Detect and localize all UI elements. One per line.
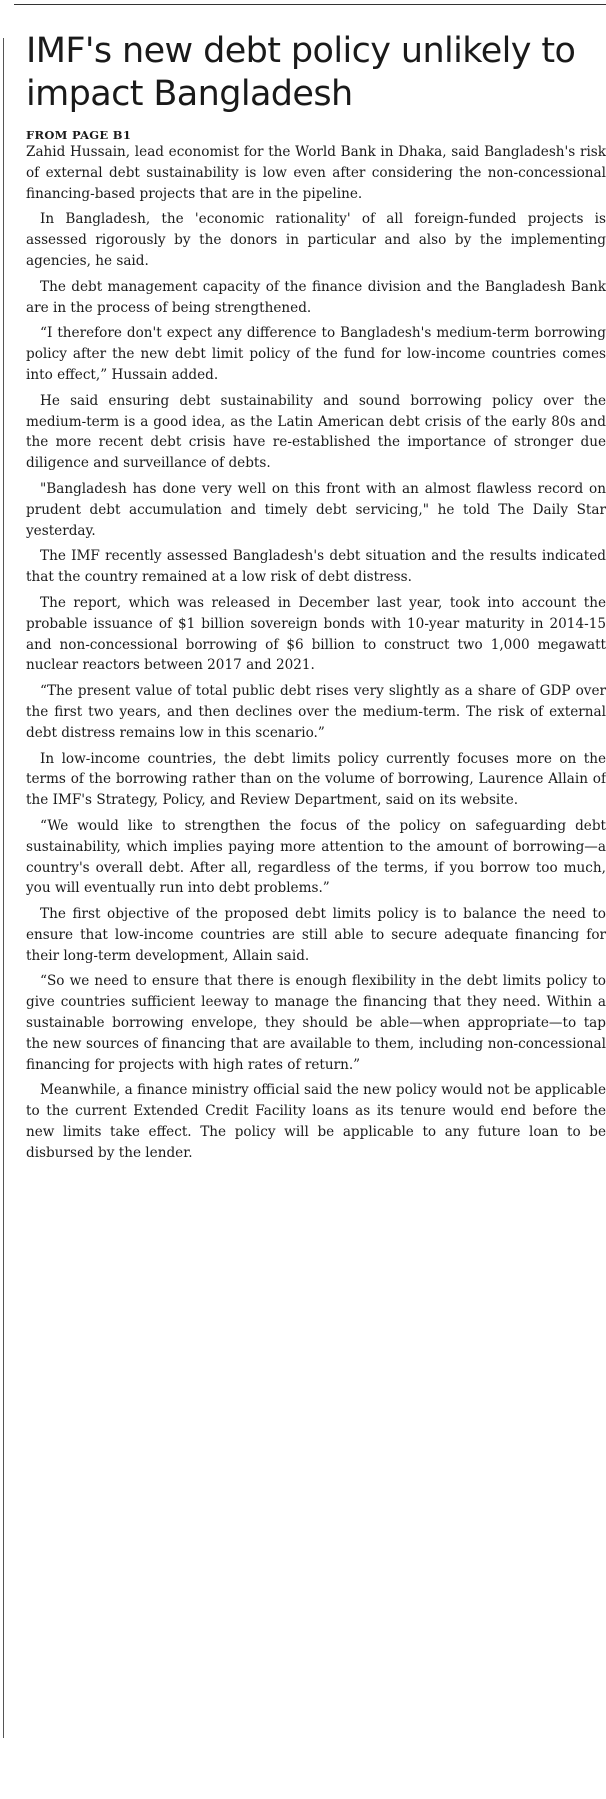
paragraph: He said ensuring debt sustainability and sound borrowing policy over the medium-term is a good idea, as the Latin American debt crisis of the early 80s and the more recent debt crisis have re-established the importance of stronger due diligence and surveillance of debts. — [26, 392, 606, 472]
paragraph: In Bangladesh, the 'economic rationality' of all foreign-funded projects is assessed rigorously by the donors in particular and also by the implementing agencies, he said. — [26, 211, 606, 269]
paragraph: “We would like to strengthen the focus of the policy on safeguarding debt sustainability, which implies paying more attention to the amount of borrowing—a country's overall debt. After all, regardless of the terms, if you borrow too much, you will eventually run into debt problems.” — [26, 817, 606, 897]
paragraph: The report, which was released in December last year, took into account the probable issuance of $1 billion sovereign bonds with 10-year maturity in 2014-15 and non-concessional borrowing of $6 billion to construct two 1,000 megawatt nuclear reactors between 2017 and 2021. — [26, 594, 606, 674]
headline: IMF's new debt policy unlikely to impact Bangladesh — [26, 31, 576, 114]
continued-from-line: FROM PAGE B1 — [26, 128, 132, 142]
article-body — [26, 142, 606, 1164]
paragraph: Meanwhile, a finance ministry official said the new policy would not be applicable to the current Extended Credit Facility loans as its tenure would end before the new limits take effect. The policy will be applicable to any future loan to be disbursed by the lender. — [26, 1082, 606, 1161]
paragraph: “I therefore don't expect any difference to Bangladesh's medium-term borrowing policy after the new debt limit policy of the fund for low-income countries comes into effect,” Hussain added. — [26, 325, 606, 383]
paragraph: The first objective of the proposed debt limits policy is to balance the need to ensure that low-income countries are still able to secure adequate financing for their long-term development, Allain said. — [26, 906, 606, 964]
paragraph: Zahid Hussain, lead economist for the World Bank in Dhaka, said Bangladesh's risk of external debt sustainability is low even after considering the non-concessional financing-based projects that are in the pipeline. — [26, 144, 606, 202]
paragraph: "Bangladesh has done very well on this front with an almost flawless record on prudent debt accumulation and timely debt servicing," he told The Daily Star yesterday. — [26, 480, 606, 539]
paragraph: “The present value of total public debt rises very slightly as a share of GDP over the first two years, and then declines over the medium-term. The risk of external debt distress remains low in this scenario.” — [26, 683, 606, 741]
paragraph: The IMF recently assessed Bangladesh's debt situation and the results indicated that the country remained at a low risk of debt distress. — [26, 548, 606, 586]
paragraph: “So we need to ensure that there is enough flexibility in the debt limits policy to give countries sufficient leeway to manage the financing that they need. Within a sustainable borrowing envelope, they should be able—when appropriate—to tap the new sources of financing that are available to them, including non-concessional financing for projects with high rates of return.” — [26, 973, 606, 1073]
news-article — [26, 30, 606, 1169]
top-rule — [14, 4, 606, 5]
paragraph: In low-income countries, the debt limits policy currently focuses more on the terms of the borrowing rather than on the volume of borrowing, Laurence Allain of the IMF's Strategy, Policy, and Review Department, said on its website. — [26, 750, 606, 809]
paragraph: The debt management capacity of the finance division and the Bangladesh Bank are in the process of being strengthened. — [26, 278, 606, 316]
column-rule — [3, 38, 4, 1738]
